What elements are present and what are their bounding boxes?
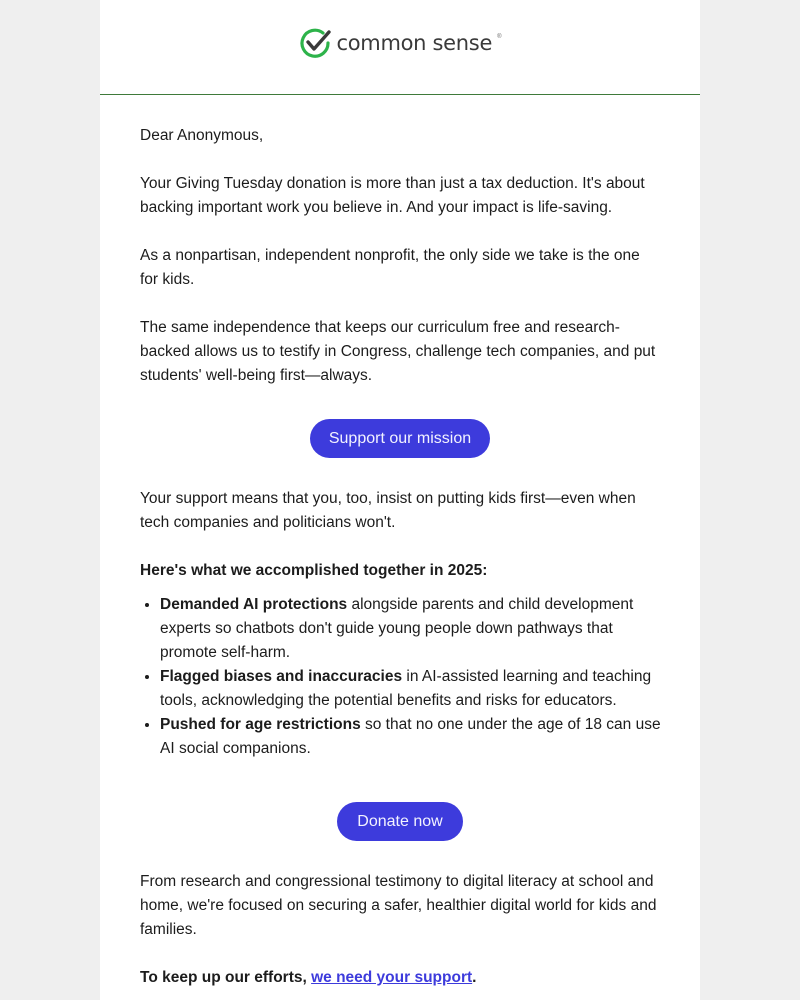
list-item-text: so that no one under the age of 18 can use AI social companions.	[160, 716, 661, 757]
list-item-text: alongside parents and child development experts so chatbots don't guide young people down pathways that promote self-harm.	[160, 596, 634, 661]
paragraph-research: From research and congressional testimony to digital literacy at school and home, we're focused on securing a safer, healthier digital world for kids and families.	[140, 873, 657, 938]
paragraph-support: Your support means that you, too, insist on putting kids first—even when tech companies and politicians won't.	[140, 490, 636, 531]
accomplished-heading: Here's what we accomplished together in 2025:	[140, 562, 488, 579]
list-item	[160, 593, 662, 665]
paragraph-nonpartisan: As a nonpartisan, independent nonprofit, the only side we take is the one for kids.	[140, 247, 640, 288]
list-item-bold: Demanded AI protections	[160, 596, 348, 613]
donate-now-button[interactable]: Donate now	[337, 802, 463, 841]
paragraph-donation: Your Giving Tuesday donation is more than just a tax deduction. It's about backing important work you believe in. And your impact is life-saving.	[140, 175, 645, 216]
paragraph-independence: The same independence that keeps our curriculum free and research-backed allows us to testify in Congress, challenge tech companies, and put students' well-being first—always.	[140, 319, 656, 384]
email-container	[100, 0, 700, 1000]
support-mission-button[interactable]: Support our mission	[310, 419, 490, 458]
need-support-link[interactable]: we need your support	[311, 969, 473, 986]
registered-mark: ®	[497, 34, 502, 40]
closing-line	[140, 966, 662, 990]
closing-suffix: .	[472, 969, 477, 986]
email-header	[100, 0, 700, 95]
logo-text: common sense	[336, 31, 493, 55]
accomplishments-list	[140, 593, 662, 761]
list-item	[160, 665, 662, 713]
greeting: Dear Anonymous,	[140, 127, 264, 144]
list-item	[160, 713, 662, 761]
closing-prefix: To keep up our efforts,	[140, 969, 312, 986]
checkmark-circle-icon	[299, 27, 333, 59]
list-item-bold: Flagged biases and inaccuracies	[160, 668, 403, 685]
common-sense-logo[interactable]	[299, 27, 502, 59]
list-item-text: in AI-assisted learning and teaching tools, acknowledging the potential benefits and risks for educators.	[160, 668, 652, 709]
list-item-bold: Pushed for age restrictions	[160, 716, 361, 733]
